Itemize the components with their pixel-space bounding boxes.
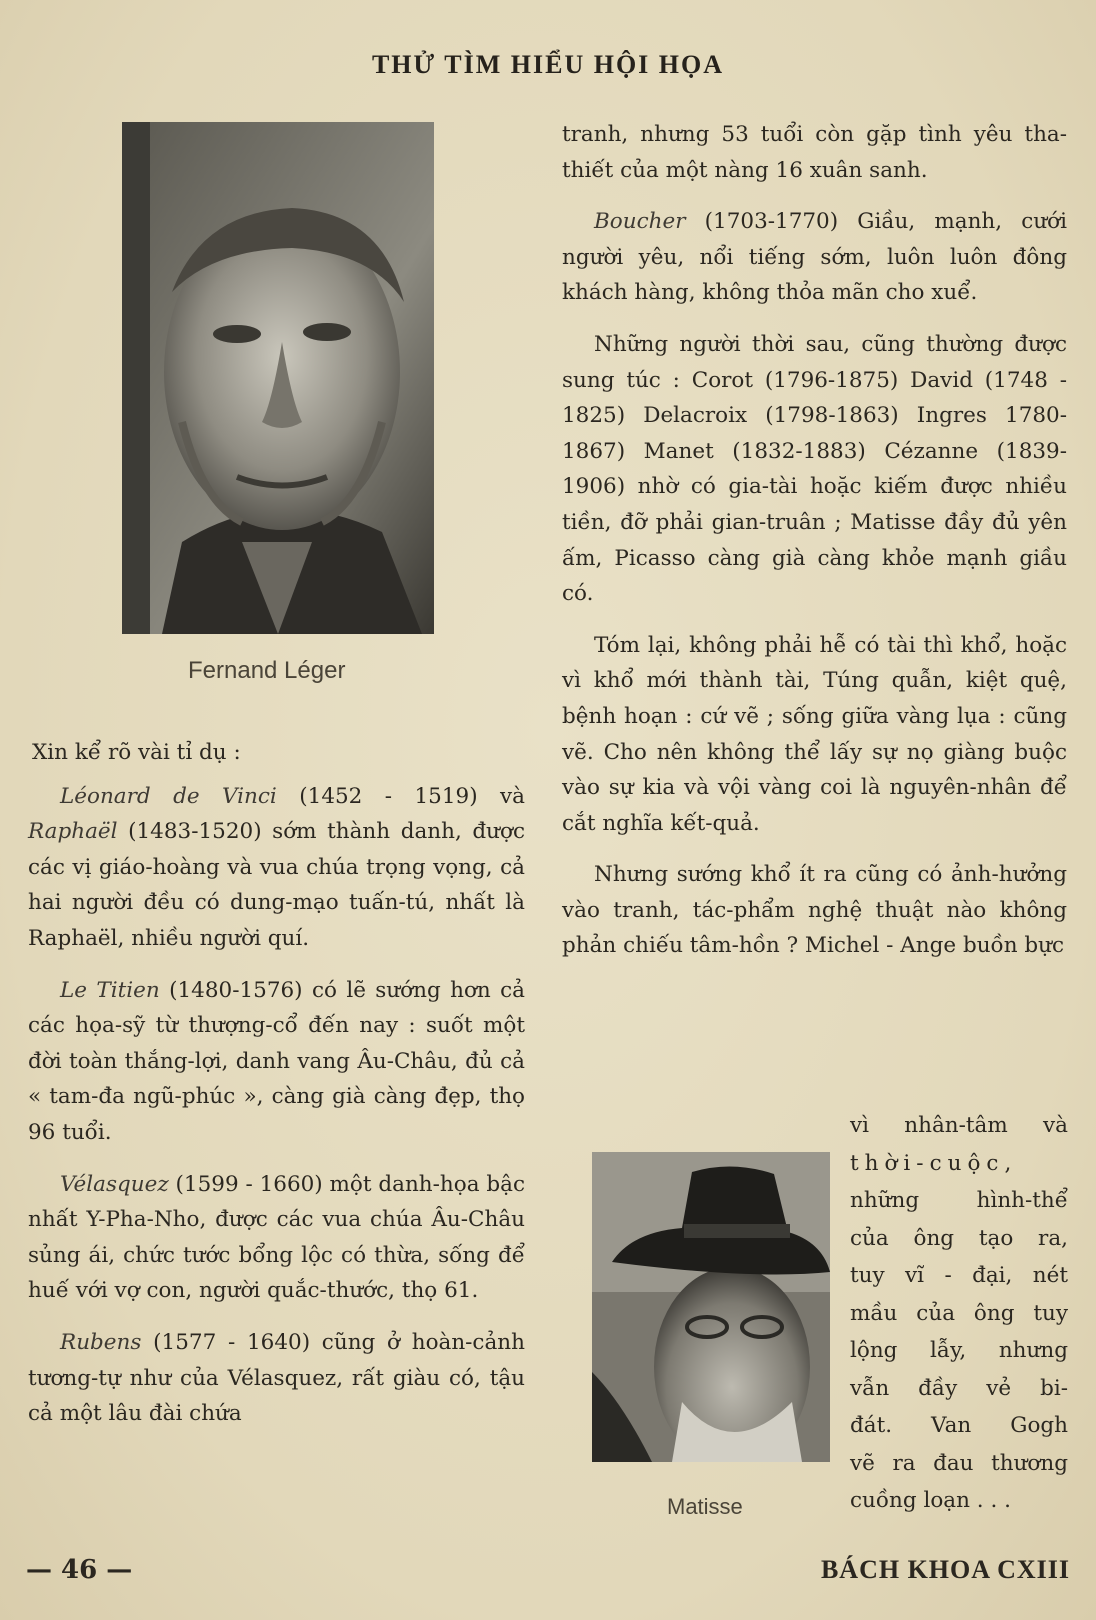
wrap-line: lộng lẫy, nhưng — [850, 1338, 1068, 1363]
text-velasquez: (1599 - 1660) một danh-họa bậc nhất Y-Pha-Nho, được các vua chúa Âu-Châu sủng ái, chức tước bổng lộc có thừa, sống để huế với vợ con, người quắc-thước, thọ 61. — [28, 1171, 525, 1304]
name-leonard-de-vinci: Léonard de Vinci — [60, 783, 277, 809]
text-boucher: (1703-1770) Giầu, mạnh, cưới người yêu, nổi tiếng sớm, luôn luôn đông khách hàng, không thỏa mãn cho xuể. — [562, 209, 1067, 306]
wrap-line: thời-cuộc, — [850, 1150, 1018, 1176]
wrap-line: vì nhân-tâm và — [850, 1113, 1068, 1138]
name-rubens: Rubens — [60, 1329, 142, 1355]
text-rubens: (1577 - 1640) cũng ở hoàn-cảnh tương-tự như của Vélasquez, rất giàu có, tậu cả một lâu đài chứa — [28, 1329, 525, 1427]
wrap-line: cuồng loạn . . . — [850, 1488, 1011, 1513]
paragraph-conclusion: Tóm lại, không phải hễ có tài thì khổ, hoặc vì khổ mới thành tài, Túng quẫn, kiệt quệ, bệnh hoạn : cứ vẽ ; sống giữa vàng lụa : cũng vẽ. Cho nên không thể lấy sự nọ giàng buộc vào sự kia và vội vàng coi là nguyên-nhân để cắt nghĩa kết-quả. — [562, 632, 1067, 836]
paragraph-velasquez — [28, 1167, 525, 1309]
intro-paragraph: Xin kể rõ vài tỉ dụ : — [32, 740, 241, 765]
name-raphael: Raphaël — [28, 819, 118, 845]
left-column — [28, 735, 525, 1448]
wrap-line: những hình-thể — [850, 1188, 1068, 1213]
wrap-line: vẫn đầy vẻ bi- — [850, 1375, 1068, 1401]
text-raphael: (1483-1520) sớm thành danh, được các vị giáo-hoàng và vua chúa trọng vọng, cả hai người đều có dung-mạo tuấn-tú, nhất là Raphaël, nhiều người quí. — [28, 819, 525, 951]
name-boucher: Boucher — [594, 209, 686, 235]
paragraph-boucher — [562, 204, 1067, 311]
wrap-text-beside-matisse — [850, 1107, 1068, 1520]
name-le-titien: Le Titien — [60, 977, 160, 1003]
text-vinci-dates: (1452 - 1519) và — [276, 783, 525, 809]
caption-fernand-leger: Fernand Léger — [188, 657, 346, 684]
wrap-line: của ông tạo ra, — [850, 1225, 1068, 1251]
magazine-issue: BÁCH KHOA CXIII — [820, 1555, 1070, 1584]
paragraph-later-painters: Những người thời sau, cũng thường được sung túc : Corot (1796-1875) David (1748 - 1825) Delacroix (1798-1863) Ingres 1780-1867) Manet (1832-1883) Cézanne (1839-1906) nhờ có gia-tài hoặc kiếm được nhiều tiền, đỡ phải gian-truân ; Matisse đầy đủ yên ấm, Picasso càng già càng khỏe mạnh giầu có. — [562, 331, 1067, 607]
photo-fernand-leger — [122, 122, 434, 634]
page-number: — 46 — — [26, 1555, 133, 1585]
portrait-leger-image — [122, 122, 434, 634]
paragraph-rubens — [28, 1325, 525, 1432]
portrait-matisse-image — [592, 1152, 830, 1462]
caption-matisse: Matisse — [667, 1494, 743, 1519]
paragraph-vinci-raphael — [28, 779, 525, 957]
wrap-line: vẽ ra đau thương — [850, 1450, 1068, 1476]
text-titien: (1480-1576) có lẽ sướng hơn cả các họa-sỹ từ thượng-cổ đến nay : suốt một đời toàn thắng-lợi, danh vang Âu-Châu, đủ cả « tam-đa ngũ-phúc », càng già càng đẹp, thọ 96 tuổi. — [28, 977, 526, 1145]
paragraph-titien — [28, 973, 525, 1151]
paragraph-influence: Nhưng sướng khổ ít ra cũng có ảnh-hưởng vào tranh, tác-phẩm nghệ thuật nào không phản chiếu tâm-hồn ? Michel - Ange buồn bực — [562, 862, 1067, 959]
photo-matisse — [592, 1152, 830, 1462]
name-velasquez: Vélasquez — [60, 1171, 169, 1197]
running-head: THỬ TÌM HIỂU HỘI HỌA — [371, 50, 725, 79]
right-column — [562, 117, 1067, 964]
wrap-line: đát. Van Gogh — [850, 1413, 1068, 1438]
wrap-line: tuy vĩ - đại, nét — [850, 1263, 1068, 1288]
wrap-line: mầu của ông tuy — [850, 1300, 1068, 1326]
paragraph-continued: tranh, nhưng 53 tuổi còn gặp tình yêu tha-thiết của một nàng 16 xuân sanh. — [562, 122, 1067, 183]
